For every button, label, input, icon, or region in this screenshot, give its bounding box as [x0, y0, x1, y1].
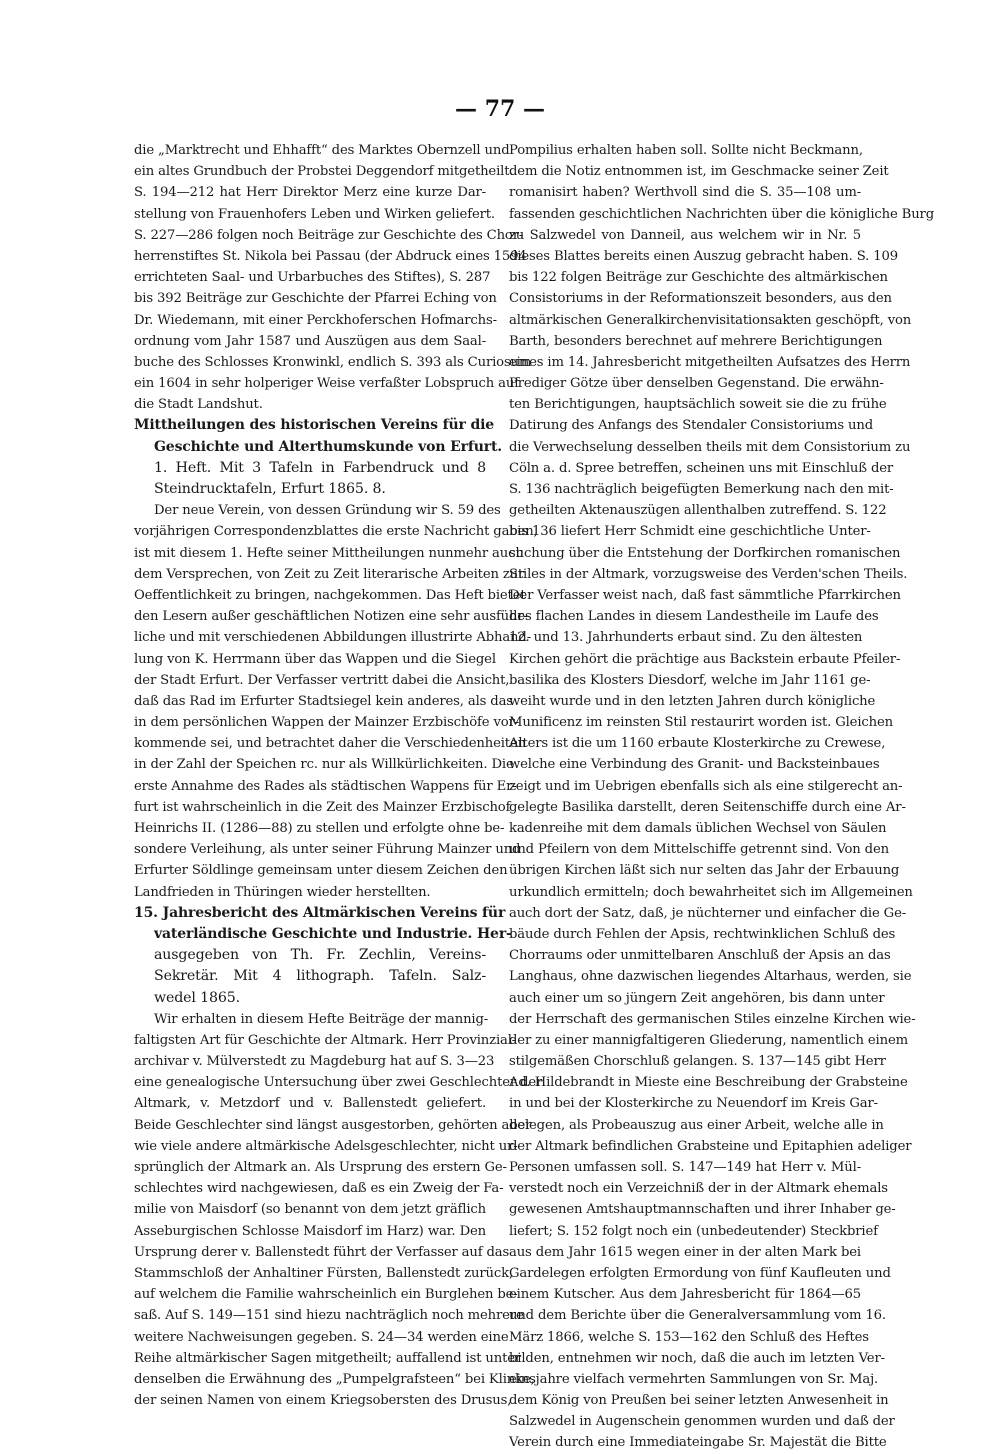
- text-line: Geschichte und Alterthumskunde von Erfurt.: [154, 438, 503, 455]
- text-line: Erfurter Söldlinge gemeinsam unter diesem Zeichen den: [134, 863, 508, 879]
- text-line: zu Salzwedel von Danneil, aus welchem wir in Nr. 5: [509, 227, 861, 243]
- text-line: liefert; S. 152 folgt noch ein (unbedeutender) Steckbrief: [509, 1223, 878, 1239]
- text-line: Ursprung derer v. Ballenstedt führt der Verfasser auf das: [134, 1244, 510, 1260]
- text-line: Stiles in der Altmark, vorzugsweise des Verden'schen Theils.: [509, 566, 908, 582]
- text-line: Chorraums oder unmittelbaren Anschluß der Apsis an das: [509, 948, 891, 964]
- text-line: in und bei der Klosterkirche zu Neuendorf im Kreis Gar-: [509, 1096, 878, 1112]
- text-line: der Altmark befindlichen Grabsteine und Epitaphien adeliger: [509, 1138, 912, 1154]
- text-line: der zu einer mannigfaltigeren Gliederung, namentlich einem: [509, 1032, 908, 1048]
- text-line: weitere Nachweisungen gegeben. S. 24—34 werden eine: [134, 1329, 509, 1345]
- text-line: archivar v. Mülverstedt zu Magdeburg hat auf S. 3—23: [134, 1054, 495, 1070]
- text-line: Gardelegen erfolgten Ermordung von fünf Kaufleuten und: [509, 1265, 891, 1281]
- text-line: vorjährigen Correspondenzblattes die erste Nachricht gaben,: [134, 524, 538, 540]
- text-line: ein altes Grundbuch der Probstei Deggendorf mitgetheilt.: [134, 164, 514, 180]
- text-line: romanisirt haben? Werthvoll sind die S. 35—108 um-: [509, 185, 861, 201]
- text-line: vaterländische Geschichte und Industrie. Her-: [154, 925, 512, 942]
- text-line: Oeffentlichkeit zu bringen, nachgekommen. Das Heft bietet: [134, 587, 526, 603]
- text-line: buche des Schlosses Kronwinkl, endlich S. 393 als Curiosum: [134, 354, 532, 370]
- text-line: der seinen Namen von einem Kriegsobersten des Drusus,: [134, 1393, 512, 1409]
- text-line: die Verwechselung desselben theils mit dem Consistorium zu: [509, 439, 911, 455]
- text-line: daß das Rad im Erfurter Stadtsiegel kein anderes, als das: [134, 693, 513, 709]
- text-line: delegen, als Probeauszug aus einer Arbeit, welche alle in: [509, 1117, 884, 1133]
- text-line: eines im 14. Jahresbericht mitgetheilten Aufsatzes des Herrn: [509, 354, 911, 370]
- page-number: — 77 —: [455, 96, 545, 122]
- text-line: dem Versprechen, von Zeit zu Zeit literarische Arbeiten zur: [134, 566, 525, 582]
- text-line: S. 194—212 hat Herr Direktor Merz eine kurze Dar-: [134, 185, 486, 201]
- text-line: suchung über die Entstehung der Dorfkirchen romanischen: [509, 545, 901, 561]
- text-line: Reihe altmärkischer Sagen mitgetheilt; auffallend ist unter: [134, 1350, 522, 1366]
- text-line: übrigen Kirchen läßt sich nur selten das Jahr der Erbauung: [509, 863, 900, 879]
- text-line: Datirung des Anfangs des Stendaler Consistoriums und: [509, 418, 874, 434]
- text-line: die Stadt Landshut.: [134, 397, 263, 413]
- text-line: Ad. Hildebrandt in Mieste eine Beschreibung der Grabsteine: [509, 1075, 908, 1091]
- text-line: Alters ist die um 1160 erbaute Klosterkirche zu Crewese,: [509, 736, 886, 752]
- text-line: ordnung vom Jahr 1587 und Auszügen aus dem Saal-: [134, 333, 486, 349]
- text-line: basilika des Klosters Diesdorf, welche im Jahr 1161 ge-: [509, 672, 871, 688]
- text-line: einsjahre vielfach vermehrten Sammlungen von Sr. Maj.: [509, 1371, 879, 1387]
- text-line: Mittheilungen des historischen Vereins für die: [134, 417, 495, 434]
- text-line: ten Berichtigungen, hauptsächlich soweit sie die zu frühe: [509, 397, 887, 413]
- text-line: bis 122 folgen Beiträge zur Geschichte des altmärkischen: [509, 270, 888, 286]
- text-line: verstedt noch ein Verzeichniß der in der Altmark ehemals: [509, 1181, 888, 1197]
- text-line: eine genealogische Untersuchung über zwei Geschlechter der: [134, 1075, 543, 1091]
- text-line: Landfrieden in Thüringen wieder herstellten.: [134, 884, 431, 900]
- column-gutter: [497, 150, 498, 1240]
- text-line: urkundlich ermitteln; doch bewahrheitet sich im Allgemeinen: [509, 884, 913, 900]
- text-line: erste Annahme des Rades als städtischen Wappens für Er-: [134, 778, 517, 794]
- text-line: Langhaus, ohne dazwischen liegendes Altarhaus, werden, sie: [509, 969, 912, 985]
- text-line: kommende sei, und betrachtet daher die Verschiedenheiten: [134, 736, 526, 752]
- text-line: der Herrschaft des germanischen Stiles einzelne Kirchen wie-: [509, 1011, 916, 1027]
- text-line: Kirchen gehört die prächtige aus Backstein erbaute Pfeiler-: [509, 651, 901, 667]
- text-line: 15. Jahresbericht des Altmärkischen Vereins für: [134, 904, 506, 921]
- text-line: saß. Auf S. 149—151 sind hiezu nachträglich noch mehrere: [134, 1308, 524, 1324]
- text-line: Verein durch eine Immediateingabe Sr. Majestät die Bitte: [509, 1435, 887, 1451]
- text-line: Sekretär. Mit 4 lithograph. Tafeln. Salz-: [154, 968, 486, 985]
- text-line: ein 1604 in sehr holperiger Weise verfaßter Lobspruch auf: [134, 376, 519, 392]
- text-line: bilden, entnehmen wir noch, daß die auch im letzten Ver-: [509, 1350, 885, 1366]
- text-line: gewesenen Amtshauptmannschaften und ihrer Inhaber ge-: [509, 1202, 896, 1218]
- text-line: gelegte Basilika darstellt, deren Seitenschiffe durch eine Ar-: [509, 799, 906, 815]
- text-line: S. 227—286 folgen noch Beiträge zur Geschichte des Chor-: [134, 227, 524, 243]
- text-line: S. 136 nachträglich beigefügten Bemerkung nach den mit-: [509, 482, 894, 497]
- text-line: auf welchem die Familie wahrscheinlich ein Burglehen be-: [134, 1287, 518, 1303]
- text-line: weiht wurde und in den letzten Jahren durch königliche: [509, 693, 876, 709]
- text-line: bis 392 Beiträge zur Geschichte der Pfarrei Eching von: [134, 291, 497, 307]
- text-line: Munificenz im reinsten Stil restaurirt worden ist. Gleichen: [509, 715, 893, 731]
- text-line: auch einer um so jüngern Zeit angehören, bis dann unter: [509, 990, 885, 1006]
- text-line: zeigt und im Uebrigen ebenfalls sich als eine stilgerecht an-: [509, 778, 903, 794]
- text-line: milie von Maisdorf (so benannt von dem jetzt gräflich: [134, 1202, 486, 1218]
- text-line: dem König von Preußen bei seiner letzten Anwesenheit in: [509, 1393, 889, 1409]
- text-line: und dem Berichte über die Generalversammlung vom 16.: [509, 1308, 886, 1324]
- text-line: lung von K. Herrmann über das Wappen und die Siegel: [134, 651, 496, 667]
- text-line: März 1866, welche S. 153—162 den Schluß des Heftes: [509, 1329, 869, 1345]
- text-line: Der Verfasser weist nach, daß fast sämmtliche Pfarrkirchen: [509, 587, 901, 603]
- text-line: wedel 1865.: [154, 989, 241, 1006]
- text-line: den Lesern außer geschäftlichen Notizen eine sehr ausführ-: [134, 609, 528, 625]
- text-line: Pompilius erhalten haben soll. Sollte nicht Beckmann,: [509, 143, 863, 158]
- text-line: Steindrucktafeln, Erfurt 1865. 8.: [154, 481, 386, 497]
- text-line: Stammschloß der Anhaltiner Fürsten, Ballenstedt zurück,: [134, 1265, 513, 1281]
- text-line: Personen umfassen soll. S. 147—149 hat Herr v. Mül-: [509, 1160, 861, 1175]
- text-line: in der Zahl der Speichen rc. nur als Willkürlichkeiten. Die: [134, 757, 514, 773]
- text-line: welche eine Verbindung des Granit- und Backsteinbaues: [509, 757, 880, 773]
- text-line: Salzwedel in Augenschein genommen wurden und daß der: [509, 1414, 895, 1430]
- left-text-column: [134, 140, 543, 1411]
- text-line: Altmark, v. Metzdorf und v. Ballenstedt geliefert.: [134, 1096, 486, 1112]
- text-line: stilgemäßen Chorschluß gelangen. S. 137—145 gibt Herr: [509, 1054, 886, 1070]
- text-line: der Stadt Erfurt. Der Verfasser vertritt dabei die Ansicht,: [134, 672, 510, 688]
- text-line: in dem persönlichen Wappen der Mainzer Erzbischöfe vor-: [134, 715, 520, 731]
- text-line: Prediger Götze über denselben Gegenstand. Die erwähn-: [509, 376, 884, 392]
- text-line: Cöln a. d. Spree betreffen, scheinen uns mit Einschluß der: [509, 460, 894, 476]
- text-line: getheilten Aktenauszügen allenthalben zutreffend. S. 122: [509, 503, 887, 519]
- text-line: bäude durch Fehlen der Apsis, rechtwinklichen Schluß des: [509, 926, 896, 942]
- text-line: auch dort der Satz, daß, je nüchterner und einfacher die Ge-: [509, 905, 907, 921]
- text-line: Heinrichs II. (1286—88) zu stellen und erfolgte ohne be-: [134, 821, 505, 836]
- text-line: wie viele andere altmärkische Adelsgeschlechter, nicht ur-: [134, 1138, 518, 1154]
- text-line: Der neue Verein, von dessen Gründung wir S. 59 des: [154, 503, 501, 519]
- text-line: altmärkischen Generalkirchenvisitationsakten geschöpft, von: [509, 312, 912, 328]
- text-line: aus dem Jahr 1615 wegen einer in der alten Mark bei: [509, 1244, 861, 1260]
- text-line: kadenreihe mit dem damals üblichen Wechsel von Säulen: [509, 821, 887, 836]
- text-line: denselben die Erwähnung des „Pumpelgrafsteen“ bei Klinke,: [134, 1371, 535, 1387]
- text-line: schlechtes wird nachgewiesen, daß es ein Zweig der Fa-: [134, 1181, 504, 1197]
- text-line: liche und mit verschiedenen Abbildungen illustrirte Abhand-: [134, 630, 532, 646]
- text-line: Beide Geschlechter sind längst ausgestorben, gehörten aber: [134, 1117, 532, 1133]
- text-line: Wir erhalten in diesem Hefte Beiträge der mannig-: [154, 1011, 489, 1027]
- text-line: faltigsten Art für Geschichte der Altmark. Herr Provinzial-: [134, 1032, 517, 1048]
- text-line: Consistoriums in der Reformationszeit besonders, aus den: [509, 291, 892, 307]
- text-line: bis 136 liefert Herr Schmidt eine geschichtliche Unter-: [509, 524, 871, 540]
- text-line: errichteten Saal- und Urbarbuches des Stiftes), S. 287: [134, 270, 491, 286]
- right-text-column: [509, 140, 934, 1454]
- text-line: dem die Notiz entnommen ist, im Geschmacke seiner Zeit: [509, 164, 889, 180]
- text-line: fassenden geschichtlichen Nachrichten über die königliche Burg: [509, 206, 934, 222]
- text-line: sondere Verleihung, als unter seiner Führung Mainzer und: [134, 842, 521, 858]
- text-line: des flachen Landes in diesem Landestheile im Laufe des: [509, 609, 879, 625]
- text-line: die „Marktrecht und Ehhafft“ des Marktes Obernzell und: [134, 143, 510, 158]
- text-line: herrenstiftes St. Nikola bei Passau (der Abdruck eines 1594: [134, 248, 527, 264]
- text-line: Barth, besonders berechnet auf mehrere Berichtigungen: [509, 333, 883, 349]
- text-line: stellung von Frauenhofers Leben und Wirken geliefert.: [134, 206, 495, 222]
- text-line: dieses Blattes bereits einen Auszug gebracht haben. S. 109: [509, 248, 898, 264]
- text-line: ist mit diesem 1. Hefte seiner Mittheilungen nunmehr auch: [134, 545, 524, 561]
- text-line: furt ist wahrscheinlich in die Zeit des Mainzer Erzbischof: [134, 799, 511, 815]
- text-line: einem Kutscher. Aus dem Jahresbericht für 1864—65: [509, 1287, 861, 1303]
- text-line: Dr. Wiedemann, mit einer Perckhoferschen Hofmarchs-: [134, 312, 497, 328]
- text-line: sprünglich der Altmark an. Als Ursprung des erstern Ge-: [134, 1160, 507, 1175]
- text-line: Asseburgischen Schlosse Maisdorf im Harz) war. Den: [134, 1223, 486, 1239]
- text-line: und Pfeilern von dem Mittelschiffe getrennt sind. Von den: [509, 842, 889, 858]
- text-line: ausgegeben von Th. Fr. Zechlin, Vereins-: [154, 947, 486, 964]
- text-line: 12. und 13. Jahrhunderts erbaut sind. Zu den ältesten: [509, 630, 863, 646]
- text-line: 1. Heft. Mit 3 Tafeln in Farbendruck und 8: [154, 459, 486, 476]
